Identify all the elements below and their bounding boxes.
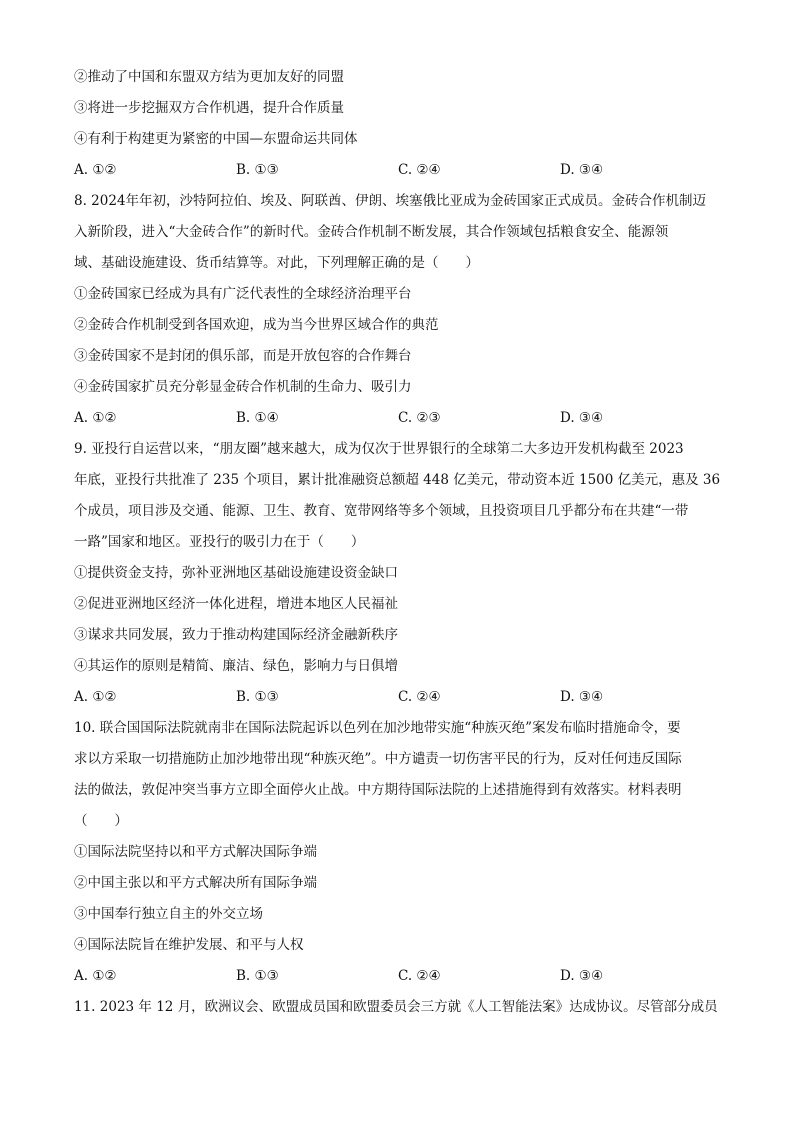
answer-option: D. ③④	[560, 689, 604, 705]
text-line: ③金砖国家不是封闭的俱乐部，而是开放包容的合作舞台	[74, 348, 412, 364]
answer-option: B. ①③	[236, 968, 279, 984]
text-line: ③谋求共同发展，致力于推动构建国际经济金融新秩序	[74, 627, 398, 643]
answer-option: B. ①③	[236, 162, 279, 178]
text-line: ④金砖国家扩员充分彰显金砖合作机制的生命力、吸引力	[74, 379, 412, 395]
text-line: ②金砖合作机制受到各国欢迎，成为当今世界区域合作的典范	[74, 317, 439, 333]
answer-option: C. ②④	[398, 968, 441, 984]
answer-option: A. ①②	[74, 968, 117, 984]
question-content	[74, 62, 724, 1023]
text-line: 9. 亚投行自运营以来，“朋友圈”越来越大，成为仅次于世界银行的全球第二大多边开发机构截至 2023	[74, 441, 684, 457]
text-line: ①国际法院坚持以和平方式解决国际争端	[74, 844, 317, 860]
answer-option: D. ③④	[560, 162, 604, 178]
text-line: 法的做法，敦促冲突当事方立即全面停火止战。中方期待国际法院的上述措施得到有效落实。材料表明	[74, 782, 682, 798]
answer-option: A. ①②	[74, 162, 117, 178]
answer-option: B. ①③	[236, 689, 279, 705]
answer-option: C. ②④	[398, 689, 441, 705]
text-line: ②促进亚洲地区经济一体化进程，增进本地区人民福祉	[74, 596, 398, 612]
text-line: 一路”国家和地区。亚投行的吸引力在于（ ）	[74, 534, 365, 550]
text-line: （ ）	[74, 813, 128, 829]
text-line: ②推动了中国和东盟双方结为更加友好的同盟	[74, 69, 344, 85]
text-line: 8. 2024年年初，沙特阿拉伯、埃及、阿联酋、伊朗、埃塞俄比亚成为金砖国家正式成员。金砖合作机制迈	[74, 193, 707, 209]
text-line: 10. 联合国国际法院就南非在国际法院起诉以色列在加沙地带实施“种族灭绝”案发布临时措施命令，要	[74, 720, 681, 736]
answer-options-row	[74, 961, 724, 992]
text-line: ③将进一步挖掘双方合作机遇，提升合作质量	[74, 100, 344, 116]
text-line: 求以方采取一切措施防止加沙地带出现“种族灭绝”。中方谴责一切伤害平民的行为，反对任何违反国际	[74, 751, 682, 767]
answer-options-row	[74, 155, 724, 186]
answer-options-row	[74, 682, 724, 713]
text-line: ④其运作的原则是精简、廉洁、绿色，影响力与日俱增	[74, 658, 398, 674]
text-line: ②中国主张以和平方式解决所有国际争端	[74, 875, 317, 891]
answer-option: A. ①②	[74, 689, 117, 705]
answer-option: A. ①②	[74, 410, 117, 426]
text-line: 年底，亚投行共批准了 235 个项目，累计批准融资总额超 448 亿美元，带动资本近 1500 亿美元，惠及 36	[74, 472, 721, 488]
text-line: ④国际法院旨在维护发展、和平与人权	[74, 937, 304, 953]
answer-options-row	[74, 403, 724, 434]
text-line: ③中国奉行独立自主的外交立场	[74, 906, 263, 922]
text-line: ①提供资金支持，弥补亚洲地区基础设施建设资金缺口	[74, 565, 398, 581]
answer-option: D. ③④	[560, 968, 604, 984]
text-line: 入新阶段，进入“大金砖合作”的新时代。金砖合作机制不断发展，其合作领域包括粮食安全、能源领	[74, 224, 669, 240]
text-line: 个成员，项目涉及交通、能源、卫生、教育、宽带网络等多个领域，且投资项目几乎都分布在共建“一带	[74, 503, 689, 519]
text-line: 域、基础设施建设、货币结算等。对此，下列理解正确的是（ ）	[74, 255, 479, 271]
answer-option: C. ②③	[398, 410, 441, 426]
answer-option: D. ③④	[560, 410, 604, 426]
text-line: 11. 2023 年 12 月，欧洲议会、欧盟成员国和欧盟委员会三方就《人工智能法案》达成协议。尽管部分成员	[74, 999, 718, 1015]
answer-option: C. ②④	[398, 162, 441, 178]
answer-option: B. ①④	[236, 410, 279, 426]
text-line: ①金砖国家已经成为具有广泛代表性的全球经济治理平台	[74, 286, 412, 302]
text-line: ④有利于构建更为紧密的中国—东盟命运共同体	[74, 131, 358, 147]
